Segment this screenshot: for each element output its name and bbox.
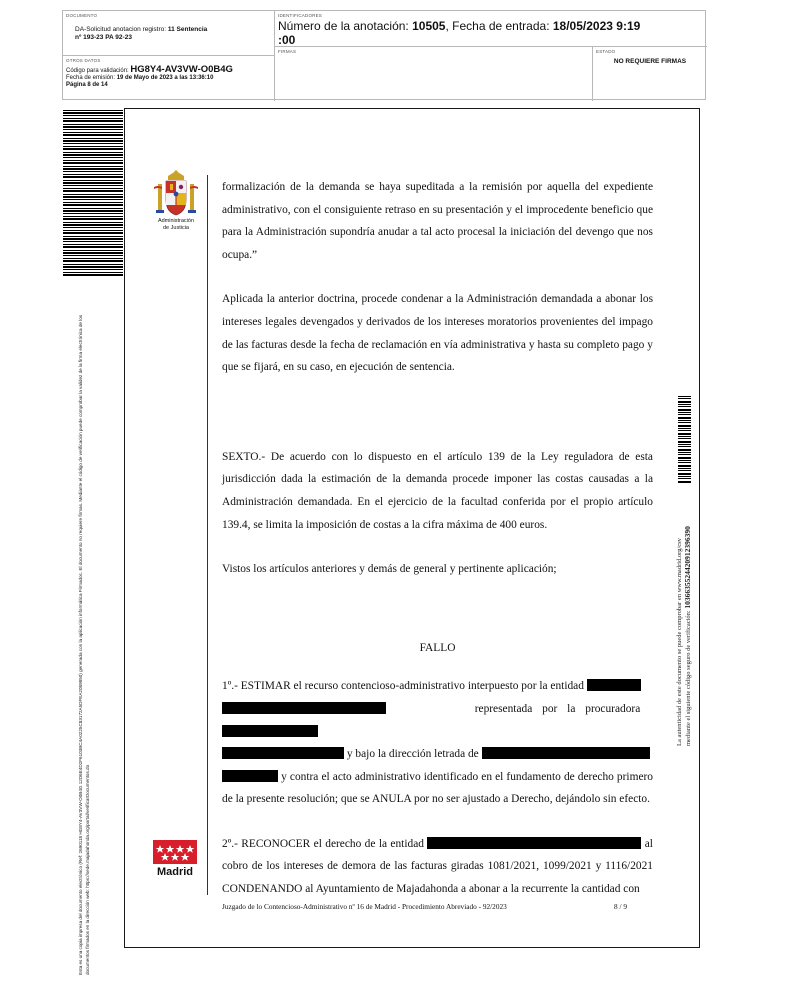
redacted-block bbox=[587, 679, 641, 691]
document-metadata-header bbox=[62, 10, 706, 100]
otros-datos-cell bbox=[63, 56, 275, 101]
estimar-text-a: 1º.- ESTIMAR el recurso contencioso-administrativo interpuesto por la entidad bbox=[222, 680, 584, 693]
paragraph-doctrine-quote: formalización de la demanda se haya supeditada a la remisión por aquella del expediente administrativo, con el consiguiente retraso en su presentación y el improcedente beneficio que para la Administración supondría anudar a tal acto procesal la iniciación del devengo que nos ocupa.” bbox=[222, 181, 653, 261]
firmas-cell bbox=[275, 47, 593, 101]
footer-court: Juzgado de lo Contencioso-Administrativo nº 16 de Madrid - Procedimiento Abreviado - 92/2023 bbox=[222, 902, 507, 911]
reconocer-text-b: al cobro de los intereses de demora de las facturas giradas 1081/2021, 1099/2021 y 1116/2021 CONDENANDO al Ayuntamiento de Majadahonda a abonar a la recurrente la cantidad con bbox=[222, 837, 653, 896]
crest-caption-line1: Administración bbox=[157, 218, 195, 224]
page-info: Página 8 de 14 bbox=[66, 82, 108, 88]
estado-label: ESTADO bbox=[596, 49, 616, 54]
csv-code: 1036635524420912396390 bbox=[683, 526, 692, 609]
paragraph-vistos: Vistos los artículos anteriores y demás de general y pertinente aplicación; bbox=[222, 563, 557, 576]
estado-value: NO REQUIERE FIRMAS bbox=[613, 58, 687, 65]
left-vertical-verification-text: Esta es una copia impresa del documento electrónico (Ref: 2690118 HG8Y4-AV3VW-O0B4G 12D6E4D2F6103BC4A0225C83172A5DFEA2089850) generada con la aplicación informática Firmadoc. El documento no requiere firmas. Mediante el código de verificación puede comprobar la validez de la firma electrónica de los documentos firmados en la dirección web: https://sede.majadahonda.org/portal/verificarDocumentos.do bbox=[78, 314, 90, 975]
barcode-left-icon bbox=[63, 110, 123, 278]
margin-divider bbox=[207, 175, 208, 895]
entry-date: 18/05/2023 9:19 bbox=[552, 19, 641, 33]
otros-datos-label: OTROS DATOS bbox=[66, 58, 101, 63]
redacted-block bbox=[427, 837, 641, 849]
redacted-block bbox=[222, 747, 344, 759]
identificadores-label: IDENTIFICADORES bbox=[278, 13, 323, 18]
doc-line2: nº 193-23 PA 92-23 bbox=[75, 34, 132, 41]
paragraph-applied-doctrine: Aplicada la anterior doctrina, procede condenar a la Administración demandada a abonar los intereses legales devengados y derivados de los intereses moratorios provenientes del impago de las facturas desde la fecha de reclamación en vía administrativa y hasta su completo pago y que se fijará, en su caso, en ejecución de sentencia. bbox=[222, 293, 653, 374]
doc-line1-bold: 11 Sentencia bbox=[167, 26, 208, 33]
identificadores-cell bbox=[275, 11, 707, 47]
reconocer-text-a: 2º.- RECONOCER el derecho de la entidad bbox=[222, 837, 424, 850]
spanish-coat-of-arms-icon bbox=[151, 170, 201, 218]
csv-line1: La autenticidad de este documento se puede comprobar en www.madrid.org/csv bbox=[676, 538, 683, 746]
barcode-right-icon bbox=[678, 396, 691, 484]
estimar-text-c: y bajo la dirección letrada de bbox=[346, 748, 479, 761]
paragraph-sexto: SEXTO.- De acuerdo con lo dispuesto en el artículo 139 de la Ley reguladora de esta jurisdicción dada la estimación de la demanda procede imponer las costas causadas a la Administración demandada. En el ejercicio de la facultad conferida por el propio artículo 139.4, se limita la imposición de costas a la cifra máxima de 400 euros. bbox=[222, 450, 653, 531]
entry-date-tail: :00 bbox=[278, 33, 296, 47]
paragraph-reconocer bbox=[222, 833, 653, 901]
document-body bbox=[222, 176, 653, 901]
redacted-block bbox=[222, 702, 386, 714]
crest-caption bbox=[150, 218, 202, 231]
madrid-label: Madrid bbox=[156, 866, 194, 878]
redacted-block bbox=[222, 725, 318, 737]
documento-label: DOCUMENTO bbox=[66, 13, 98, 18]
comunidad-madrid-logo-icon bbox=[153, 840, 197, 864]
annotation-number: 10505 bbox=[412, 19, 446, 33]
doc-line1-pre: DA-Solicitud anotacion registro: bbox=[75, 26, 168, 33]
footer-page-number: 8 / 9 bbox=[614, 902, 627, 911]
estimar-text-b: representada por la procuradora bbox=[474, 702, 641, 715]
validation-prefix: Código para validación: bbox=[66, 68, 131, 74]
redacted-block bbox=[482, 747, 650, 759]
documento-cell bbox=[63, 11, 275, 56]
ids-prefix: Número de la anotación: bbox=[278, 19, 413, 33]
right-vertical-csv-text bbox=[676, 496, 693, 746]
redacted-block bbox=[222, 770, 278, 782]
firmas-label: FIRMAS bbox=[278, 49, 297, 54]
page-footer bbox=[222, 902, 642, 911]
validation-code: HG8Y4-AV3VW-O0B4G bbox=[130, 64, 233, 75]
documento-text bbox=[75, 26, 270, 42]
crest-caption-line2: de Justicia bbox=[163, 224, 189, 231]
paragraph-estimar bbox=[222, 675, 653, 811]
fallo-heading: FALLO bbox=[419, 641, 456, 654]
emission-prefix: Fecha de emisión: bbox=[66, 75, 117, 81]
emission-date: 19 de Mayo de 2023 a las 13:36:10 bbox=[116, 75, 214, 81]
otros-datos-text bbox=[66, 66, 271, 89]
estado-cell bbox=[593, 47, 707, 101]
ids-middle: , Fecha de entrada: bbox=[445, 19, 553, 33]
estimar-text-d: y contra el acto administrativo identificado en el fundamento de derecho primero de la presente resolución; que se ANULA por no ser ajustado a Derecho, dejándolo sin efecto. bbox=[222, 770, 653, 806]
csv-line2-prefix: mediante el siguiente código seguro de verificación: bbox=[685, 608, 692, 746]
annotation-identifier bbox=[278, 19, 698, 47]
